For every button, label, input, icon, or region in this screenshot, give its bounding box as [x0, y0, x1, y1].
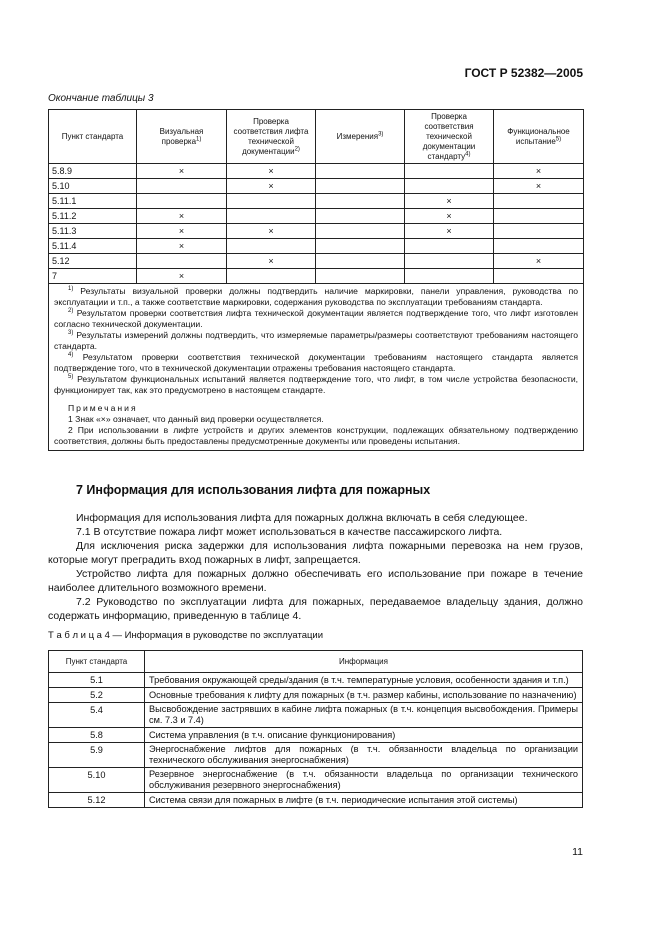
- footnote-5: $^{5)}$ Результатом функциональных испытаний является подтверждение того, что лифт, в том числе устройства безопасности, функционирует так, как это предусмотрено в настоящем стандарте.: [54, 374, 579, 395]
- table3-mark-cell: [316, 179, 405, 194]
- table4-info-cell: Энергоснабжение лифтов для пожарных (в т.ч. обязанности владельца по организации технического обслуживания энергоснабжения): [145, 743, 583, 768]
- table4-info-cell: Высвобождение застрявших в кабине лифта пожарных (в т.ч. концепция высвобождения. Примеры см. 7.3 и 7.4): [145, 703, 583, 728]
- section-7-body: [48, 511, 583, 623]
- table3-mark-cell: [137, 194, 227, 209]
- table3-mark-cell: [316, 194, 405, 209]
- table4-info-cell: Основные требования к лифту для пожарных (в т.ч. размер кабины, использование по назначению): [145, 688, 583, 703]
- table4-row: [49, 673, 583, 688]
- table3-mark-cell: ×: [405, 194, 494, 209]
- table3-mark-cell: ×: [137, 269, 227, 284]
- paragraph: Информация для использования лифта для пожарных должна включать в себя следующее.: [76, 512, 528, 524]
- paragraph: 7.1 В отсутствие пожара лифт может использоваться в качестве пассажирского лифта.: [76, 526, 503, 538]
- table3-mark-cell: [316, 224, 405, 239]
- notes-heading: Примечания: [68, 403, 138, 413]
- table4-clause-cell: 5.10: [49, 768, 145, 793]
- note-2: 2 При использовании в лифте устройств и других элементов конструкции, подлежащих обязательному подтверждению соответствия, должны быть предоставлены предусмотренные документы или проведены испытания.: [54, 425, 578, 446]
- table4-clause-cell: 5.9: [49, 743, 145, 768]
- table3-mark-cell: ×: [405, 224, 494, 239]
- table3-mark-cell: ×: [137, 164, 227, 179]
- table3-mark-cell: ×: [227, 179, 316, 194]
- table3-mark-cell: ×: [494, 164, 584, 179]
- table3-row: [49, 194, 584, 209]
- table3-mark-cell: [405, 179, 494, 194]
- table3-mark-cell: [494, 209, 584, 224]
- table3-mark-cell: ×: [137, 209, 227, 224]
- table4-info-cell: Система управления (в т.ч. описание функционирования): [145, 728, 583, 743]
- table4-header-cell: Пункт стандарта: [49, 651, 145, 673]
- table4-info-cell: Система связи для пожарных в лифте (в т.ч. периодические испытания этой системы): [145, 793, 583, 808]
- table3-row: [49, 179, 584, 194]
- paragraph: 7.2 Руководство по эксплуатации лифта для пожарных, передаваемое владельцу здания, должно содержать информацию, приведенную в таблице 4.: [48, 596, 583, 622]
- table4-row: [49, 743, 583, 768]
- page-number: 11: [572, 846, 583, 858]
- footnote-1: $^{1)}$ Результаты визуальной проверки должны подтвердить наличие маркировки, панели управления, руководства по эксплуатации и т.п., а также соответствие маркировки, содержания руководства по эксплуатации требованиям стандарта.: [54, 286, 578, 307]
- footnote-4: $^{4)}$ Результатом проверки соответствия технической документации требованиям настоящего стандарта является подтверждение того, что в технической документации отражены требования настоящего стандарта.: [54, 352, 578, 373]
- table4-clause-cell: 5.8: [49, 728, 145, 743]
- table3-mark-cell: [227, 194, 316, 209]
- table3-row: [49, 239, 584, 254]
- table4-row: [49, 793, 583, 808]
- table4-clause-cell: 5.1: [49, 673, 145, 688]
- paragraph: Устройство лифта для пожарных должно обеспечивать его использование при пожаре в течение наиболее длительного возможного времени.: [48, 568, 583, 594]
- table3-mark-cell: [137, 179, 227, 194]
- table3-row: [49, 209, 584, 224]
- table3-mark-cell: [316, 254, 405, 269]
- table3-clause-cell: 5.8.9: [49, 164, 137, 179]
- table3-mark-cell: [316, 239, 405, 254]
- paragraph: Для исключения риска задержки для использования лифта пожарными перевозка на нем грузов, которые могут преградить вход пожарных в лифт, запрещается.: [48, 540, 583, 566]
- table3-mark-cell: [405, 254, 494, 269]
- table3-mark-cell: [494, 194, 584, 209]
- table4-row: [49, 768, 583, 793]
- table3-mark-cell: ×: [227, 224, 316, 239]
- footnote-3: $^{3)}$ Результаты измерений должны подтвердить, что измеряемые параметры/размеры соответствуют требованиям настоящего стандарта.: [54, 330, 578, 351]
- table-4: [48, 650, 583, 808]
- table3-mark-cell: [405, 239, 494, 254]
- table-3: [48, 109, 584, 451]
- table4-header-cell: Информация: [145, 651, 583, 673]
- table4-clause-cell: 5.4: [49, 703, 145, 728]
- table4-caption: Т а б л и ц а 4 — Информация в руководстве по эксплуатации: [48, 630, 324, 641]
- table3-header-cell: Пункт стандарта: [49, 110, 137, 164]
- table3-clause-cell: 5.10: [49, 179, 137, 194]
- table3-clause-cell: 5.11.1: [49, 194, 137, 209]
- table4-info-cell: Требования окружающей среды/здания (в т.ч. температурные условия, особенности здания и т.п.): [145, 673, 583, 688]
- table3-row: [49, 254, 584, 269]
- table3-mark-cell: [316, 269, 405, 284]
- table3-header-row: [49, 110, 584, 164]
- table3-mark-cell: ×: [227, 164, 316, 179]
- table3-mark-cell: ×: [137, 224, 227, 239]
- table3-mark-cell: [316, 209, 405, 224]
- table4-row: [49, 728, 583, 743]
- table3-header-cell: Функциональное испытание$^{5)}$: [494, 110, 584, 164]
- table3-header-cell: Проверка соответствия технической документации стандарту$^{4)}$: [405, 110, 494, 164]
- table3-header-cell: Проверка соответствия лифта технической документации$^{2)}$: [227, 110, 316, 164]
- table4-header-row: [49, 651, 583, 673]
- table3-clause-cell: 5.11.3: [49, 224, 137, 239]
- table3-header-cell: Измерения$^{3)}$: [316, 110, 405, 164]
- table3-clause-cell: 5.12: [49, 254, 137, 269]
- table3-header-cell: Визуальная проверка$^{1)}$: [137, 110, 227, 164]
- footnote-2: $^{2)}$ Результатом проверки соответствия лифта технической документации является подтверждение того, что лифт изготовлен согласно технической документации.: [54, 308, 578, 329]
- table3-caption: Окончание таблицы 3: [48, 93, 154, 104]
- note-1: 1 Знак «×» означает, что данный вид проверки осуществляется.: [68, 414, 324, 424]
- table3-mark-cell: ×: [494, 179, 584, 194]
- table3-mark-cell: ×: [137, 239, 227, 254]
- table3-mark-cell: ×: [494, 254, 584, 269]
- table3-mark-cell: ×: [405, 209, 494, 224]
- table3-row: [49, 224, 584, 239]
- table3-mark-cell: [227, 239, 316, 254]
- table3-mark-cell: [494, 239, 584, 254]
- table3-clause-cell: 7: [49, 269, 137, 284]
- document-id: ГОСТ Р 52382—2005: [464, 66, 583, 80]
- section-7-title: 7 Информация для использования лифта для пожарных: [76, 483, 431, 497]
- table3-notes: [49, 284, 584, 451]
- table3-mark-cell: [494, 224, 584, 239]
- table3-mark-cell: [405, 269, 494, 284]
- table4-row: [49, 703, 583, 728]
- table3-row: [49, 269, 584, 284]
- table3-clause-cell: 5.11.2: [49, 209, 137, 224]
- table4-info-cell: Резервное энергоснабжение (в т.ч. обязанности владельца по организации технического обслуживания резервного энергоснабжения): [145, 768, 583, 793]
- table4-row: [49, 688, 583, 703]
- table3-mark-cell: [227, 209, 316, 224]
- table3-mark-cell: ×: [227, 254, 316, 269]
- table3-notes-row: [49, 284, 584, 451]
- table3-mark-cell: [405, 164, 494, 179]
- table3-row: [49, 164, 584, 179]
- table3-mark-cell: [227, 269, 316, 284]
- table3-mark-cell: [494, 269, 584, 284]
- table4-clause-cell: 5.12: [49, 793, 145, 808]
- table4-clause-cell: 5.2: [49, 688, 145, 703]
- table3-clause-cell: 5.11.4: [49, 239, 137, 254]
- table3-mark-cell: [137, 254, 227, 269]
- table3-mark-cell: [316, 164, 405, 179]
